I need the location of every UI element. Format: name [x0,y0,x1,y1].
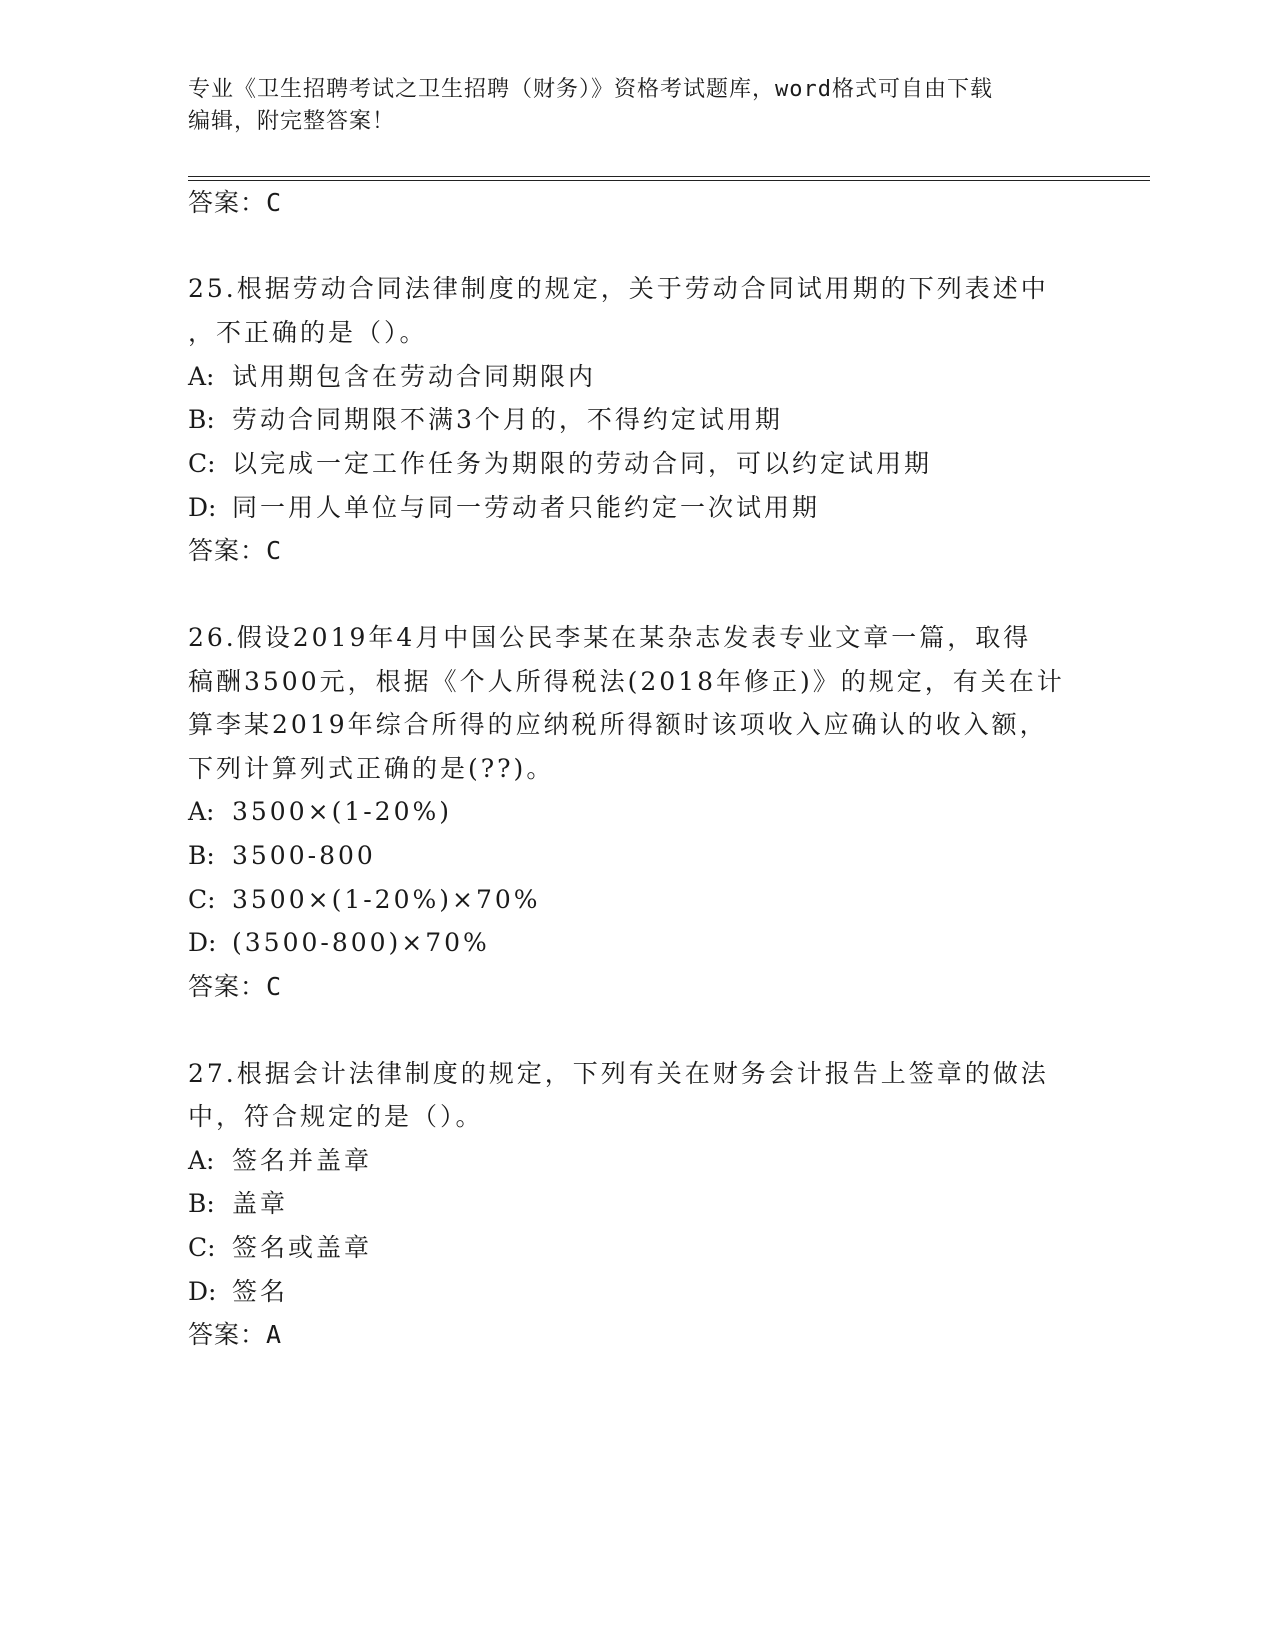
option-text: 签名并盖章 [232,1146,373,1175]
question-25-option-c [188,447,932,481]
option-text: 签名 [232,1277,289,1306]
answer-value: C [266,972,283,1001]
answer-line [188,186,282,220]
option-letter: A: [188,1146,215,1175]
option-letter: D: [188,493,217,522]
option-text: 同一用人单位与同一劳动者只能约定一次试用期 [232,493,821,522]
question-25-line-2: ，不正确的是（）。 [188,318,428,347]
option-letter: C: [188,449,216,478]
option-letter: C: [188,1233,216,1262]
question-27-option-a [188,1144,372,1178]
question-25-option-b [188,403,783,437]
answer-label: 答案： [188,536,267,565]
answer-label: 答案： [188,972,267,1001]
option-letter: D: [188,928,217,957]
answer-label: 答案： [188,1320,267,1349]
option-letter: D: [188,1277,217,1306]
header-line-2: 编辑，附完整答案！ [188,109,396,134]
answer-value: C [266,188,283,217]
header-line-1: 专业《卫生招聘考试之卫生招聘（财务）》资格考试题库，word格式可自由下载 [188,77,993,102]
question-27-answer [188,1318,282,1352]
option-letter: A: [188,362,215,391]
question-27-line-2: 中，符合规定的是（）。 [188,1102,484,1131]
question-26-option-d [188,926,490,960]
option-letter: B: [188,405,215,434]
question-26-line-2: 稿酬3500元，根据《个人所得税法(2018年修正)》的规定，有关在计 [188,667,1065,696]
header-divider [188,176,1150,181]
question-27-line-1: 27.根据会计法律制度的规定，下列有关在财务会计报告上签章的做法 [188,1059,1049,1088]
option-text: 3500×(1-20%) [232,797,452,826]
answer-value: A [266,1320,283,1349]
question-26-option-c [188,883,541,917]
question-26-answer [188,970,282,1004]
option-letter: C: [188,885,216,914]
question-25-option-d [188,491,820,525]
question-26-option-a [188,795,452,829]
document-header [188,74,1068,138]
answer-value: C [266,536,283,565]
question-27-option-c [188,1231,372,1265]
question-26-line-1: 26.假设2019年4月中国公民李某在某杂志发表专业文章一篇，取得 [188,623,1032,652]
option-letter: A: [188,797,215,826]
question-25-option-a [188,360,596,394]
question-25-line-1: 25.根据劳动合同法律制度的规定，关于劳动合同试用期的下列表述中 [188,274,1049,303]
question-27-option-b [188,1187,288,1221]
question-25-answer [188,534,282,568]
option-text: 盖章 [232,1189,289,1218]
option-text: 签名或盖章 [232,1233,373,1262]
question-27-option-d [188,1275,288,1309]
option-text: (3500-800)×70% [232,928,490,957]
option-letter: B: [188,1189,215,1218]
option-text: 劳动合同期限不满3个月的，不得约定试用期 [232,405,783,434]
answer-label: 答案： [188,188,267,217]
question-26-option-b [188,839,376,873]
question-26-line-4: 下列计算列式正确的是(??)。 [188,754,555,783]
option-letter: B: [188,841,215,870]
option-text: 以完成一定工作任务为期限的劳动合同，可以约定试用期 [232,449,933,478]
option-text: 试用期包含在劳动合同期限内 [232,362,597,391]
option-text: 3500×(1-20%)×70% [232,885,541,914]
question-26-line-3: 算李某2019年综合所得的应纳税所得额时该项收入应确认的收入额， [188,710,1048,739]
option-text: 3500-800 [232,841,376,870]
